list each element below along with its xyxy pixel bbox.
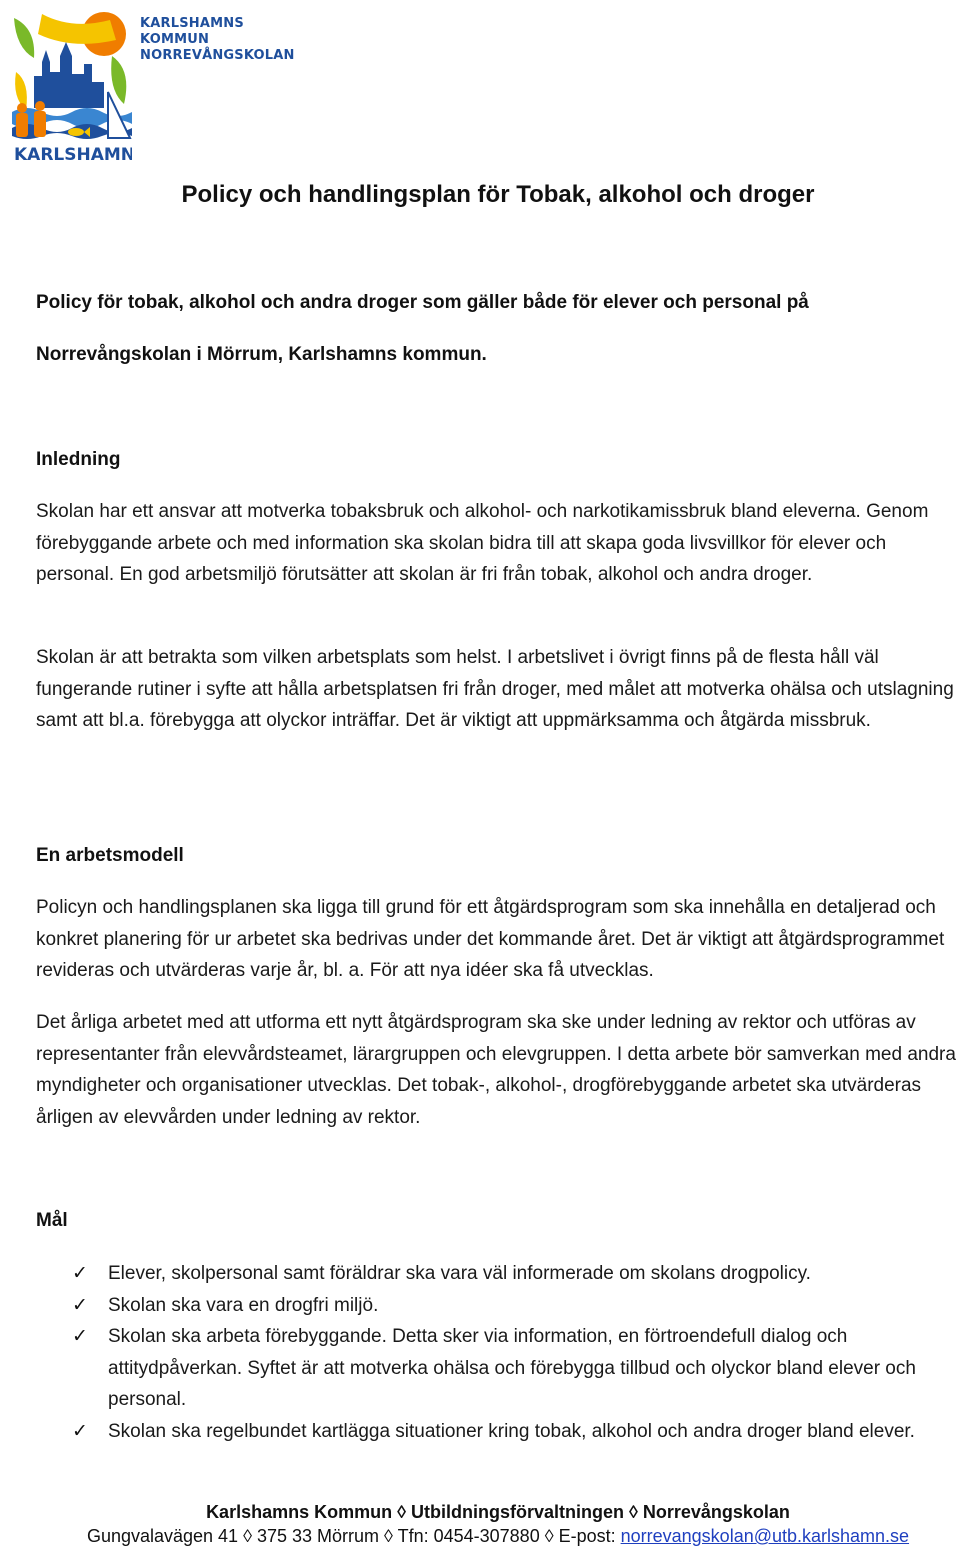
list-item <box>36 1290 960 1322</box>
goal-text: Elever, skolpersonal samt föräldrar ska vara väl informerade om skolans drogpolicy. <box>108 1263 811 1284</box>
footer-email-link[interactable]: norrevangskolan@utb.karlshamn.se <box>620 1526 910 1546</box>
checkmark-icon: ✓ <box>72 1293 88 1316</box>
goal-text: Skolan ska vara en drogfri miljö. <box>108 1294 379 1316</box>
school-logo <box>12 12 295 164</box>
logo-city-name: KARLSHAMN <box>14 145 132 164</box>
goal-text: Skolan ska arbeta förebyggande. Detta sker via information, en förtroendefull dialog och attitydpåverkan. Syftet är att motverka ohälsa och förebygga tillbud och olyckor bland elever och personal. <box>108 1326 916 1410</box>
logo-org-text <box>140 16 295 64</box>
list-item <box>36 1321 960 1416</box>
heading-mal: Mål <box>36 1210 68 1231</box>
checkmark-icon: ✓ <box>72 1262 88 1284</box>
goal-text: Skolan ska regelbundet kartlägga situationer kring tobak, alkohol och andra droger bland elever. <box>108 1420 915 1442</box>
inledning-paragraph-2: Skolan är att betrakta som vilken arbetsplats som helst. I arbetslivet i övrigt finns på de flesta håll väl fungerande rutiner i syfte att hålla arbetsplatsen fri från droger, med målet att motverka ohälsa och utslagning samt att bl.a. förebygga att olyckor inträffar. Det är viktigt att uppmärksamma och åtgärda missbruk. <box>36 647 954 732</box>
goals-checklist <box>36 1258 960 1447</box>
list-item <box>36 1258 960 1290</box>
arbetsmodell-paragraph-2: Det årliga arbetet med att utforma ett nytt åtgärdsprogram ska ske under ledning av rektor och utföras av representanter från elevvårdsteamet, lärargruppen och elevgruppen. I detta arbete bör samverkan med andra myndigheter och organisationer utvecklas. Det tobak-, alkohol-, drogförebyggande arbetet ska utvärderas årligen av elevvården under ledning av rektor. <box>36 1012 956 1129</box>
arbetsmodell-paragraph-1: Policyn och handlingsplanen ska ligga till grund för ett åtgärdsprogram som ska innehålla en detaljerad och konkret planering för ur arbetet ska bedrivas under det kommande året. Det är viktigt att åtgärdsprogrammet revideras och utvärderas varje år, bl. a. För att nya idéer ska få utvecklas. <box>36 897 945 982</box>
inledning-paragraph-1: Skolan har ett ansvar att motverka tobaksbruk och alkohol- och narkotikamissbruk bland eleverna. Genom förebyggande arbete och med information ska skolan bidra till att skapa goda livsvillkor för elever och personal. En god arbetsmiljö förutsätter att skolan är fri från tobak, alkohol och andra droger. <box>36 501 929 586</box>
checkmark-icon: ✓ <box>72 1325 88 1347</box>
logo-org-line2: NORREVÅNGSKOLAN <box>140 48 295 63</box>
checkmark-icon: ✓ <box>72 1419 88 1442</box>
footer-contact <box>0 1526 960 1547</box>
list-item <box>36 1416 960 1448</box>
document-title: Policy och handlingsplan för Tobak, alkohol och droger <box>181 181 815 208</box>
footer-organization: Karlshamns Kommun ◊ Utbildningsförvaltningen ◊ Norrevångskolan <box>206 1502 790 1522</box>
intro-line-2: Norrevångskolan i Mörrum, Karlshamns kommun. <box>36 344 487 365</box>
intro-line-1: Policy för tobak, alkohol och andra droger som gäller både för elever och personal på <box>36 292 809 313</box>
heading-arbetsmodell: En arbetsmodell <box>36 845 184 866</box>
footer-address: Gungvalavägen 41 ◊ 375 33 Mörrum ◊ Tfn: 0454-307880 ◊ E-post: <box>86 1526 621 1546</box>
heading-inledning: Inledning <box>36 449 121 470</box>
karlshamn-emblem-icon <box>12 12 132 164</box>
logo-org-line1: KARLSHAMNS KOMMUN <box>140 16 244 47</box>
